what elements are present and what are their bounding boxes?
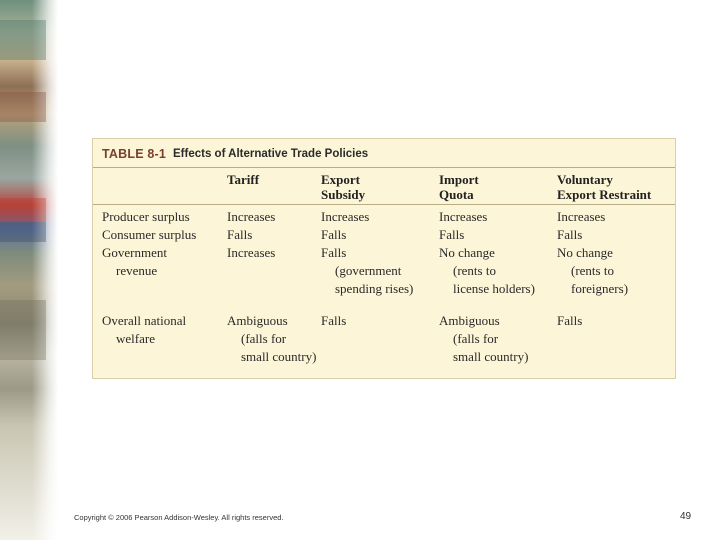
footer-copyright: Copyright © 2006 Pearson Addison-Wesley. All rights reserved. [74, 513, 284, 522]
cell-welfare-export-subsidy: Falls [321, 313, 347, 328]
header-line: Tariff [227, 172, 260, 187]
header-line: Subsidy [321, 187, 366, 202]
cell-welfare-import-quota [439, 312, 528, 366]
row-label-consumer-surplus: Consumer surplus [102, 227, 197, 242]
cell-line: Overall national [102, 313, 187, 328]
cell-line: Ambiguous [227, 313, 288, 328]
title-divider [93, 167, 675, 168]
cell-producer-ver: Increases [557, 209, 606, 224]
collage-tile [0, 198, 46, 222]
row-label-overall-welfare [102, 312, 186, 348]
header-line: Export Restraint [557, 187, 652, 202]
cell-line: (rents to [571, 263, 614, 278]
page-number: 49 [680, 511, 692, 522]
row-label-producer-surplus: Producer surplus [102, 209, 190, 224]
cell-line: license holders) [453, 281, 535, 296]
header-voluntary-export-restraint [557, 172, 651, 202]
cell-line: revenue [116, 263, 158, 278]
cell-government-export-subsidy [321, 244, 413, 298]
cell-government-tariff: Increases [227, 245, 276, 260]
cell-line: small country) [453, 349, 529, 364]
cell-line: Ambiguous [439, 313, 500, 328]
header-divider [93, 204, 675, 205]
trade-policy-table [92, 138, 676, 379]
header-export-subsidy [321, 172, 365, 202]
cell-government-ver [557, 244, 628, 298]
cell-welfare-ver: Falls [557, 313, 583, 328]
cell-line: No change [439, 245, 495, 260]
row-label-government-revenue [102, 244, 167, 280]
cell-consumer-export-subsidy: Falls [321, 227, 347, 242]
cell-consumer-import-quota: Falls [439, 227, 465, 242]
cell-line: Government [102, 245, 167, 260]
cell-line: welfare [116, 331, 155, 346]
cell-line: (falls for [241, 331, 287, 346]
cell-government-import-quota [439, 244, 535, 298]
header-tariff [227, 172, 259, 187]
table-number: TABLE 8-1 [102, 147, 167, 161]
cell-line: foreigners) [571, 281, 629, 296]
cell-line: (government [335, 263, 402, 278]
table-caption: Effects of Alternative Trade Policies [173, 148, 369, 160]
cell-producer-tariff: Increases [227, 209, 276, 224]
collage-tile [0, 222, 46, 242]
header-line: Import [439, 172, 479, 187]
cell-line: small country) [241, 349, 317, 364]
header-line: Export [321, 172, 360, 187]
decorative-collage-strip [0, 0, 58, 540]
cell-line: (rents to [453, 263, 496, 278]
header-import-quota [439, 172, 479, 202]
cell-line: (falls for [453, 331, 499, 346]
header-line: Voluntary [557, 172, 613, 187]
collage-tile [0, 92, 46, 122]
cell-line: No change [557, 245, 613, 260]
table-title-row [93, 139, 675, 169]
cell-consumer-tariff: Falls [227, 227, 253, 242]
cell-consumer-ver: Falls [557, 227, 583, 242]
cell-producer-export-subsidy: Increases [321, 209, 370, 224]
cell-line: spending rises) [335, 281, 414, 296]
collage-tile [0, 20, 46, 60]
cell-producer-import-quota: Increases [439, 209, 488, 224]
collage-tile [0, 300, 46, 360]
cell-line: Falls [321, 245, 347, 260]
header-line: Quota [439, 187, 474, 202]
cell-welfare-tariff [227, 312, 316, 366]
